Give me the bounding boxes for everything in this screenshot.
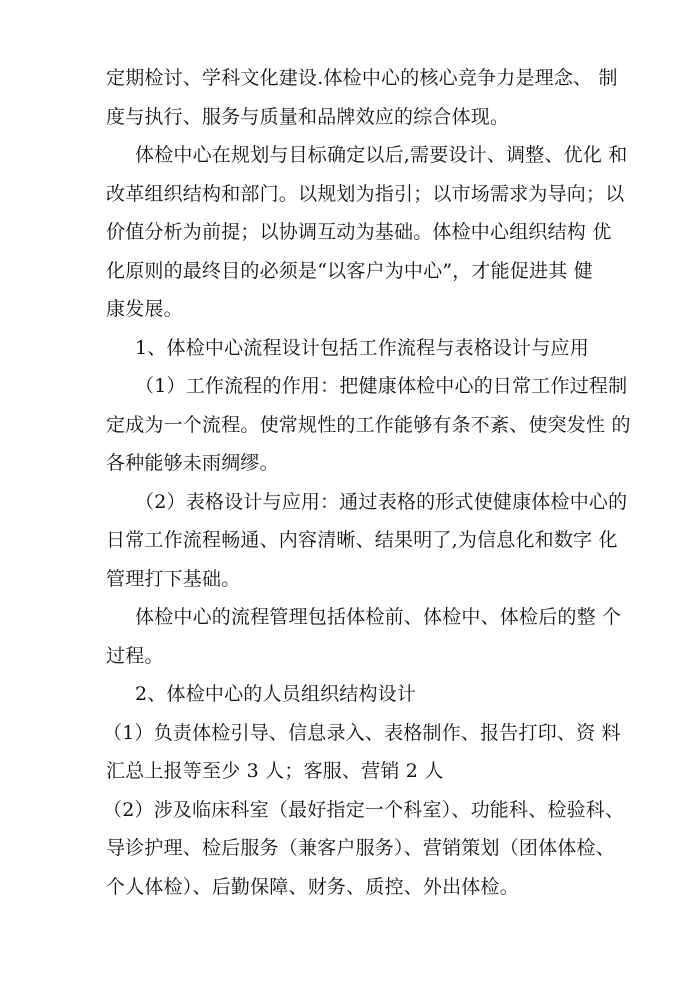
text-line: 汇总上报等至少 3 人；客服、营销 2 人 <box>106 760 444 782</box>
paragraph-start-line: （2）表格设计与应用：通过表格的形式使健康体检中心的 <box>135 491 628 513</box>
paragraph-start-line: 体检中心的流程管理包括体检前、体检中、体检后的整 个 <box>135 606 622 628</box>
section-heading: 1、体检中心流程设计包括工作流程与表格设计与应用 <box>135 337 589 359</box>
text-line: 各种能够未雨绸缪。 <box>106 452 279 474</box>
list-item-line: （2）涉及临床科室（最好指定一个科室）、功能科、检验科、 <box>103 799 625 821</box>
section-heading: 2、体检中心的人员组织结构设计 <box>135 683 417 705</box>
text-line: 定成为一个流程。使常规性的工作能够有条不紊、使突发性 的 <box>106 414 631 436</box>
list-item-line: （1）负责体检引导、信息录入、表格制作、报告打印、资 料 <box>103 722 621 744</box>
paragraph-start-line: （1）工作流程的作用：把健康体检中心的日常工作过程制 <box>135 375 628 397</box>
paragraph-start-line: 体检中心在规划与目标确定以后,需要设计、调整、优化 和 <box>135 144 628 166</box>
text-line: 改革组织结构和部门。以规划为指引；以市场需求为导向；以 <box>106 183 625 205</box>
text-line: 化原则的最终目的必须是“以客户为中心”，才能促进其 健 <box>106 260 593 282</box>
text-line: 价值分析为前提；以协调互动为基础。体检中心组织结构 优 <box>106 221 612 243</box>
text-line: 过程。 <box>106 645 164 667</box>
text-line: 康发展。 <box>106 298 183 320</box>
text-line: 导诊护理、检后服务（兼客户服务）、营销策划（团体体检、 <box>106 837 615 859</box>
text-line: 定期检讨、学科文化建设.体检中心的核心竞争力是理念、 制 <box>106 67 618 89</box>
text-line: 日常工作流程畅通、内容清晰、结果明了,为信息化和数字 化 <box>106 529 618 551</box>
text-line: 度与执行、服务与质量和品牌效应的综合体现。 <box>106 106 510 128</box>
text-line: 个人体检）、后勤保障、财务、质控、外出体检。 <box>106 876 519 898</box>
text-line: 管理打下基础。 <box>106 568 241 590</box>
